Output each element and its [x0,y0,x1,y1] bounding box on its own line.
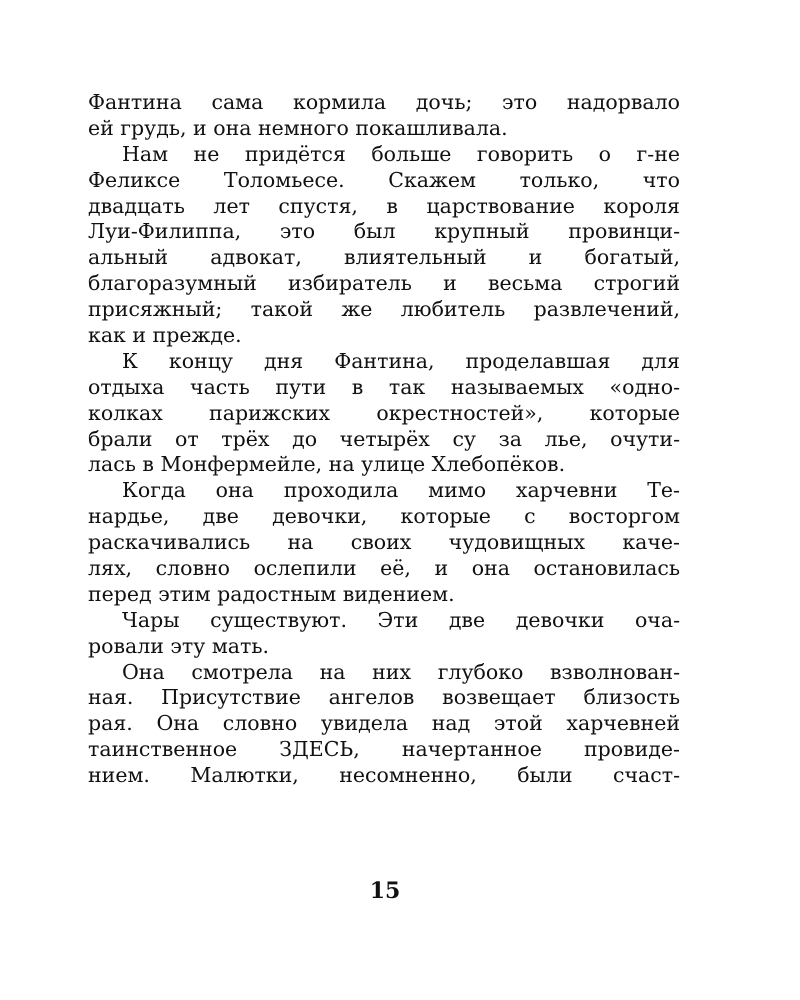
text-line: таинственное ЗДЕСЬ, начертанное провиде- [88,737,680,762]
text-line: лась в Монфермейле, на улице Хлебопёков. [88,452,566,477]
body-text [88,90,680,789]
text-line: К концу дня Фантина, проделавшая для [122,348,680,373]
text-line: альный адвокат, влиятельный и богатый, [88,245,680,270]
text-line: раскачивались на своих чудовищных каче- [88,530,680,555]
text-line: Луи-Филиппа, это был крупный провинци- [88,219,680,244]
text-line: как и прежде. [88,323,242,348]
text-line: рая. Она словно увидела над этой харчевней [88,711,680,736]
text-line: брали от трёх до четырёх су за лье, очути- [88,426,680,451]
text-line: благоразумный избиратель и весьма строгий [88,271,680,296]
text-line: лях, словно ослепили её, и она остановилась [88,556,680,581]
text-line: колках парижских окрестностей», которые [88,400,680,425]
text-line: Феликсе Толомьесе. Скажем только, что [88,167,680,192]
text-line: отдыха часть пути в так называемых «одно- [88,374,680,399]
text-line: ровали эту мать. [88,633,270,658]
page-number: 15 [369,878,401,904]
text-line: присяжный; такой же любитель развлечений, [88,297,680,322]
text-line: ей грудь, и она немного покашливала. [88,115,508,140]
text-line: Она смотрела на них глубоко взволнован- [122,659,680,684]
text-line: двадцать лет спустя, в царствование короля [88,193,680,218]
text-line: Фантина сама кормила дочь; это надорвало [88,90,680,114]
text-line: нардье, две девочки, которые с восторгом [88,504,680,529]
text-line: перед этим радостным видением. [88,581,455,606]
text-line: Когда она проходила мимо харчевни Те- [122,478,680,503]
text-line: Нам не придётся больше говорить о г-не [122,141,680,166]
text-line: Чары существуют. Эти две девочки оча- [122,607,680,632]
text-line: нием. Малютки, несомненно, были счаст- [88,763,680,788]
text-line: ная. Присутствие ангелов возвещает близость [88,685,680,710]
